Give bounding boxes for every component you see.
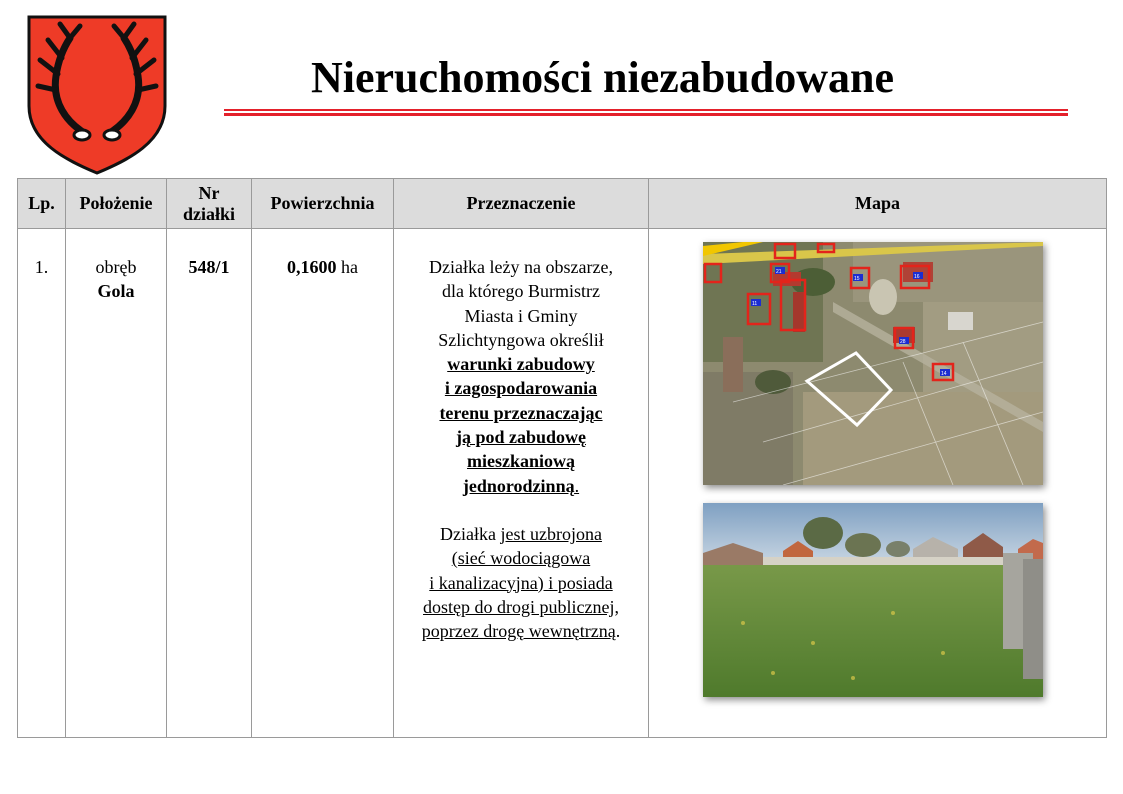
cell-purpose — [394, 229, 649, 738]
header-lp: Lp. — [18, 179, 66, 229]
page-title: Nieruchomości niezabudowane — [311, 53, 894, 102]
map-label: 28 — [900, 339, 906, 345]
title-underline — [224, 109, 1068, 116]
header-area: Powierzchnia — [252, 179, 394, 229]
map-label: 15 — [854, 276, 860, 282]
cell-location — [66, 229, 167, 738]
area-unit: ha — [341, 257, 358, 277]
cell-lp: 1. — [18, 229, 66, 738]
header-purpose: Przeznaczenie — [394, 179, 649, 229]
map-label: 11 — [752, 301, 758, 307]
location-name: Gola — [97, 281, 135, 302]
coat-of-arms-icon — [26, 14, 168, 176]
property-table — [17, 178, 1107, 738]
map-label: 14 — [941, 371, 947, 377]
header-map: Mapa — [649, 179, 1107, 229]
location-prefix: obręb — [95, 257, 137, 277]
site-photo-image — [703, 503, 1043, 697]
header-plot-number: Nr działki — [167, 179, 252, 229]
map-label: 16 — [914, 274, 920, 280]
area-value: 0,1600 — [287, 257, 337, 277]
header-location: Położenie — [66, 179, 167, 229]
aerial-map-image — [703, 242, 1043, 485]
cell-map — [649, 229, 1107, 738]
cell-plot-number: 548/1 — [167, 229, 252, 738]
purpose-paragraph-1: Działka leży na obszarze, dla którego Burmistrz Miasta i Gminy Szlichtyngowa określił warunki zabudowy i zagospodarowania terenu przeznaczając ją pod zabudowę mieszkaniową jednorodzinną. — [429, 257, 613, 496]
table-header-row — [18, 179, 1107, 229]
purpose-paragraph-2: Działka jest uzbrojona (sieć wodociągowa i kanalizacyjna) i posiada dostęp do drogi publicznej, poprzez drogę wewnętrzną. — [421, 523, 621, 642]
cell-area — [252, 229, 394, 738]
map-label: 21 — [776, 269, 782, 275]
table-row — [18, 229, 1107, 738]
